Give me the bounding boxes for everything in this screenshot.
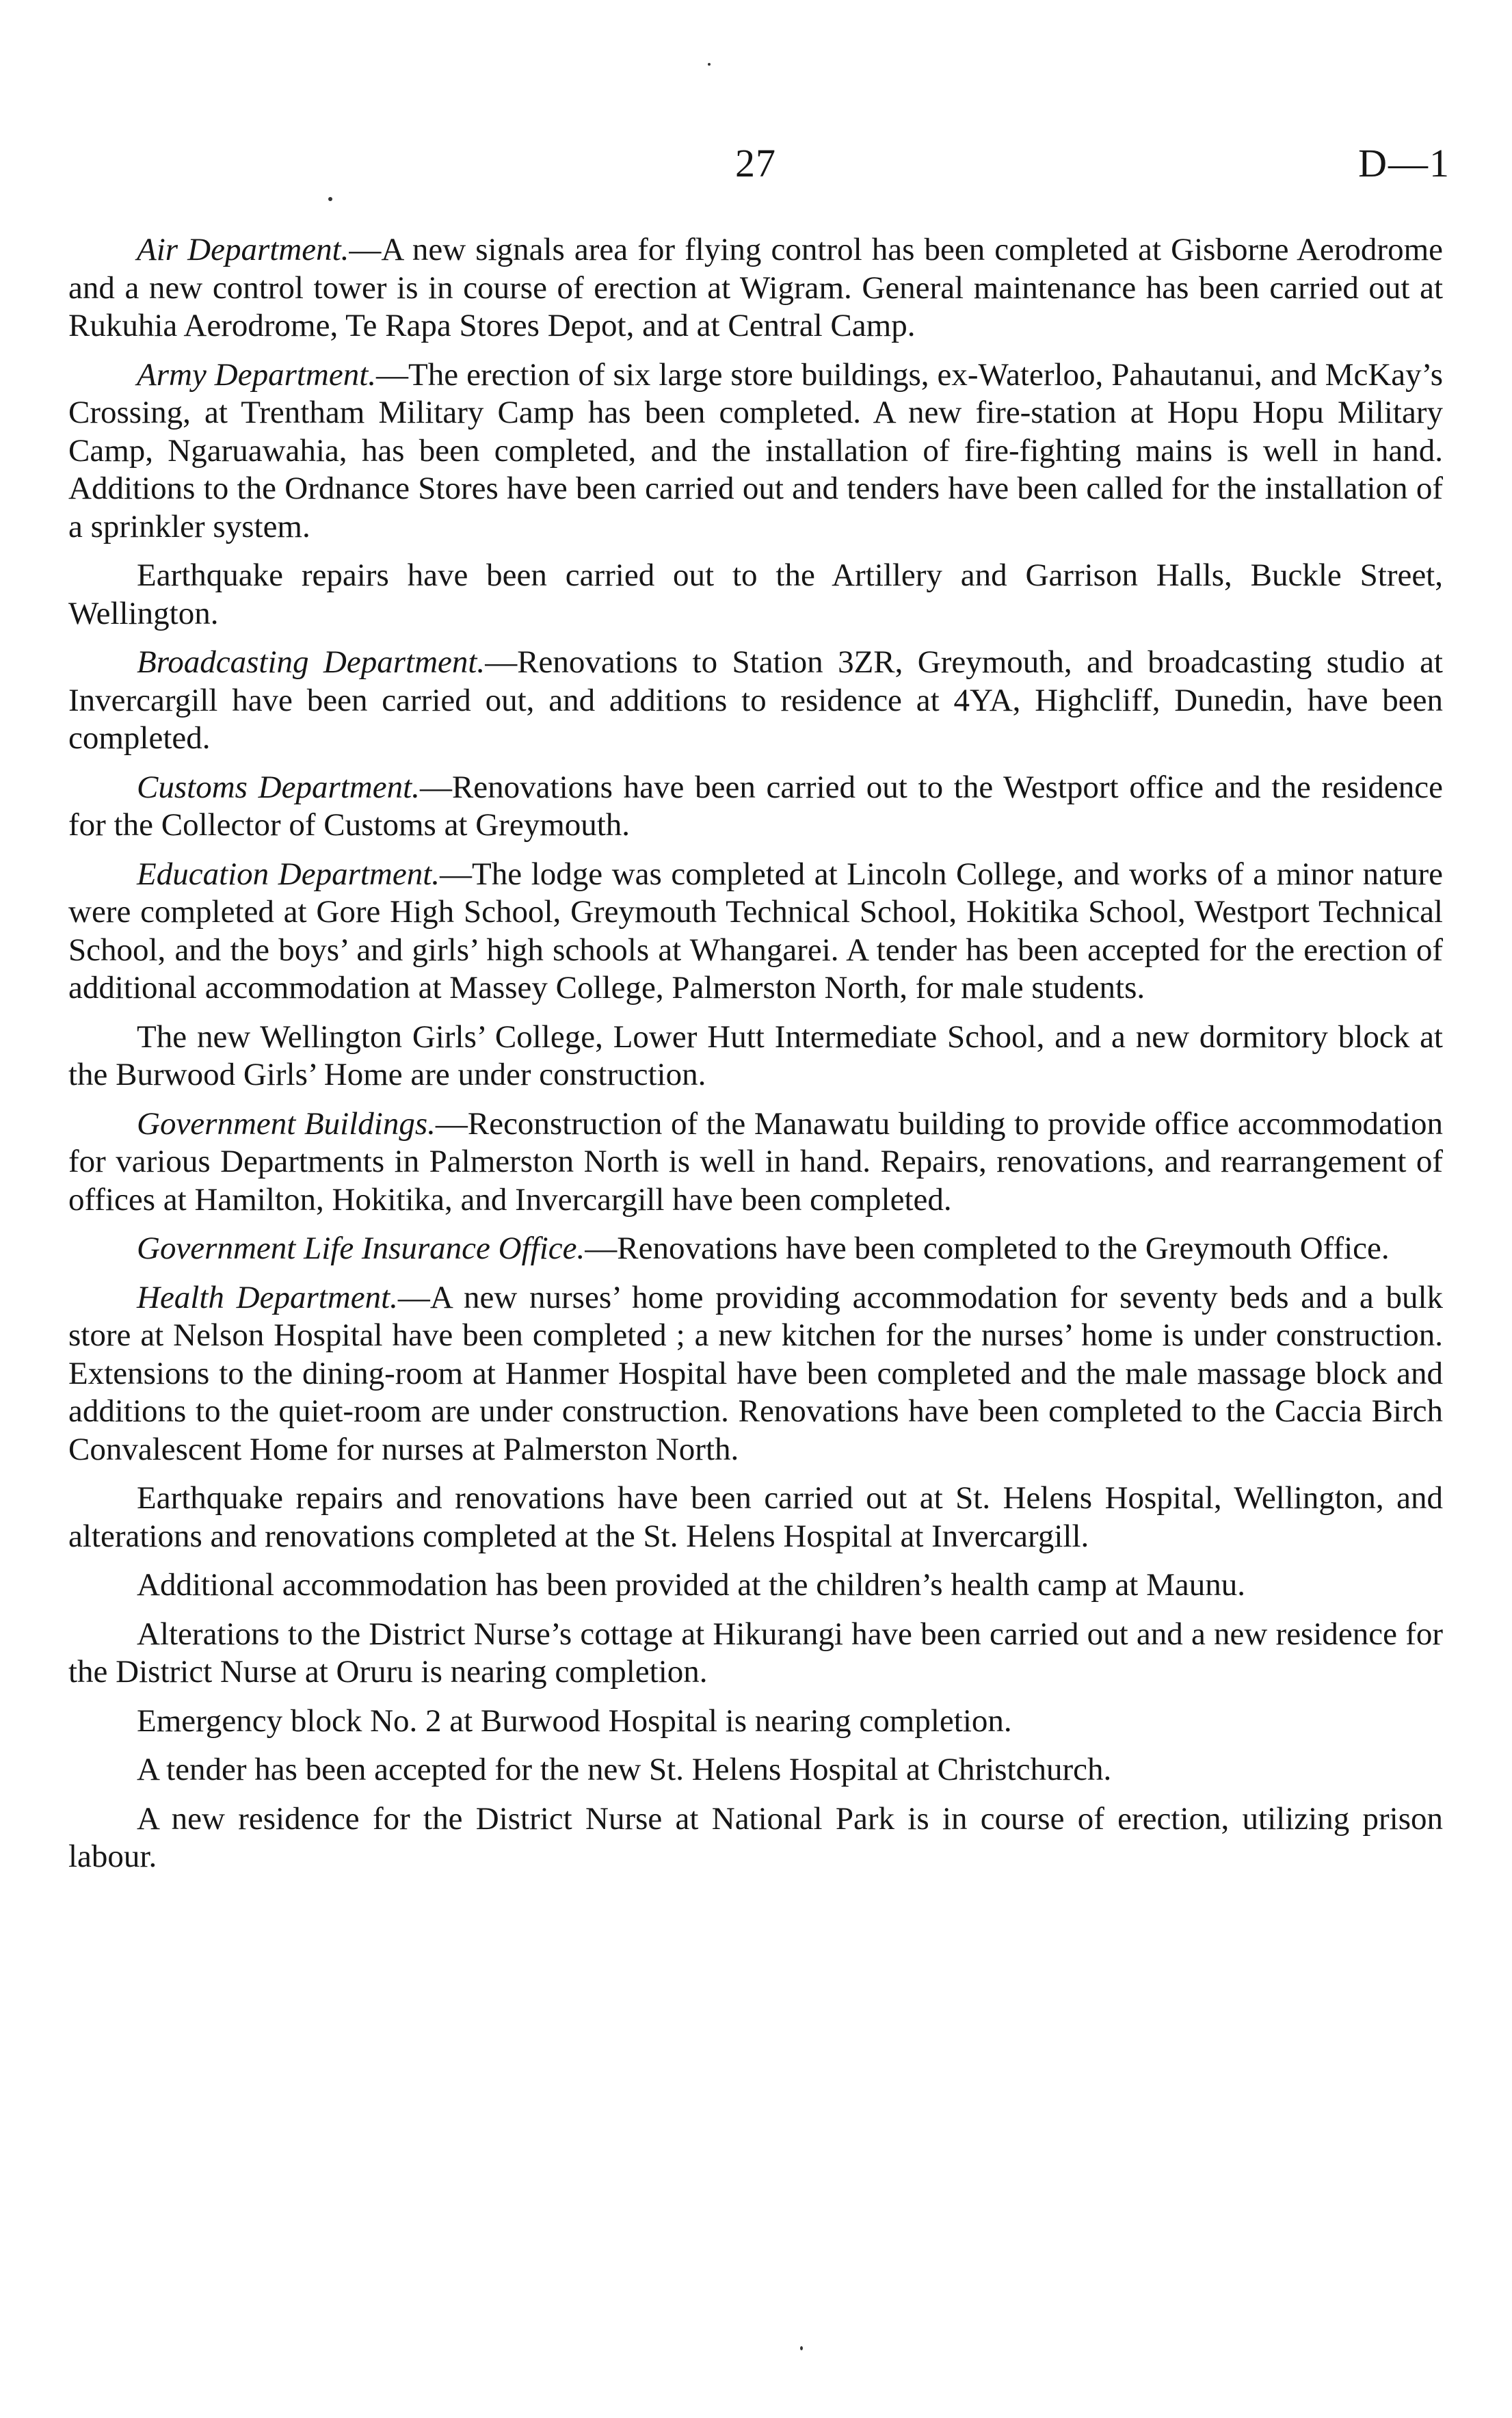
paragraph-air-department <box>68 231 1443 345</box>
paragraph-text: —Reconstruction of the Manawatu building to provide office accommodation for various Departments in Palmerston North is well in hand. Repairs, renovations, and rearrangement of offices at Hamilton, Hokitika, and Invercargill have been completed. <box>68 1105 1443 1218</box>
paragraph-heading: Customs Department. <box>137 769 420 805</box>
paragraph-text: —Renovations to Station 3ZR, Greymouth, and broadcasting studio at Invercargill have been carried out, and additions to residence at 4YA, Highcliff, Dunedin, have been completed. <box>68 644 1443 756</box>
paragraph-text: Alterations to the District Nurse’s cottage at Hikurangi have been carried out and a new residence for the District Nurse at Oruru is nearing completion. <box>68 1616 1443 1690</box>
scan-speck <box>328 197 332 201</box>
paragraph-heading: Government Life Insurance Office. <box>137 1231 585 1266</box>
paragraph-text: —The lodge was completed at Lincoln College, and works of a minor nature were completed at Gore High School, Greymouth Technical School, Hokitika School, Westport Technical School, and the boys’ and girls’ high schools at Whangarei. A tender has been accepted for the erection of additional accommodation at Massey College, Palmerston North, for male students. <box>68 856 1443 1006</box>
scan-speck <box>708 63 711 66</box>
paragraph-government-life-insurance <box>68 1230 1443 1268</box>
paragraph-text: Earthquake repairs have been carried out to the Artillery and Garrison Halls, Buckle Street, Wellington. <box>68 557 1443 631</box>
paragraph-text: Earthquake repairs and renovations have been carried out at St. Helens Hospital, Wellington, and alterations and renovations completed at the St. Helens Hospital at Invercargill. <box>68 1480 1443 1554</box>
paragraph-text: A new residence for the District Nurse at National Park is in course of erection, utilizing prison labour. <box>68 1800 1443 1874</box>
body-text <box>68 231 1443 1887</box>
paragraph-text: Additional accommodation has been provided at the children’s health camp at Maunu. <box>137 1567 1246 1603</box>
paragraph-broadcasting-department <box>68 644 1443 758</box>
paragraph-text: —Renovations have been completed to the Greymouth Office. <box>585 1231 1390 1266</box>
paragraph-earthquake-repairs-halls <box>68 557 1443 633</box>
paragraph-heading: Government Buildings. <box>137 1105 436 1142</box>
paragraph-new-schools <box>68 1019 1443 1094</box>
paragraph-heading: Education Department. <box>137 856 440 892</box>
paragraph-christchurch-hospital <box>68 1751 1443 1789</box>
paragraph-army-department <box>68 356 1443 547</box>
scan-speck <box>800 2346 803 2350</box>
paragraph-heading: Health Department. <box>137 1279 398 1315</box>
paragraph-text: Emergency block No. 2 at Burwood Hospital is nearing completion. <box>137 1703 1012 1739</box>
paragraph-national-park-residence <box>68 1800 1443 1876</box>
paragraph-heading: Army Department. <box>137 356 377 393</box>
paragraph-text: The new Wellington Girls’ College, Lower Hutt Intermediate School, and a new dormitory block at the Burwood Girls’ Home are under construction. <box>68 1019 1443 1092</box>
paragraph-text: —The erection of six large store buildings, ex-Waterloo, Pahautanui, and McKay’s Crossing, at Trentham Military Camp has been completed. A new fire-station at Hopu Hopu Military Camp, Ngaruawahia, has been completed, and the installation of fire-fighting mains is well in hand. Additions to the Ordnance Stores have been carried out and tenders have been called for the installation of a sprinkler system. <box>68 356 1443 544</box>
paragraph-heading: Air Department. <box>137 232 349 267</box>
paragraph-education-department <box>68 856 1443 1008</box>
paragraph-text: —A new nurses’ home providing accommodation for seventy beds and a bulk store at Nelson Hospital have been completed ; a new kitchen for the nurses’ home is under construction. Extensions to the dining-room at Hanmer Hospital have been completed and the male massage block and additions to the quiet-room are under construction. Renovations have been completed to the Caccia Birch Convalescent Home for nurses at Palmerston North. <box>68 1279 1444 1467</box>
paragraph-health-camp <box>68 1566 1443 1605</box>
paragraph-emergency-block <box>68 1703 1443 1741</box>
page-number: 27 <box>735 141 776 185</box>
paragraph-text: —A new signals area for flying control has been completed at Gisborne Aerodrome and a new control tower is in course of erection at Wigram. General maintenance has been carried out at Rukuhia Aerodrome, Te Rapa Stores Depot, and at Central Camp. <box>68 232 1443 343</box>
paragraph-government-buildings <box>68 1105 1443 1220</box>
paragraph-district-nurse-cottage <box>68 1616 1443 1692</box>
paragraph-st-helens-repairs <box>68 1480 1443 1555</box>
document-reference: D—1 <box>1358 141 1450 185</box>
paragraph-heading: Broadcasting Department. <box>137 644 486 680</box>
paragraph-text: —Renovations have been carried out to the Westport office and the residence for the Collector of Customs at Greymouth. <box>68 769 1443 843</box>
paragraph-text: A tender has been accepted for the new St. Helens Hospital at Christchurch. <box>137 1752 1112 1787</box>
paragraph-health-department <box>68 1279 1443 1469</box>
paragraph-customs-department <box>68 769 1443 845</box>
